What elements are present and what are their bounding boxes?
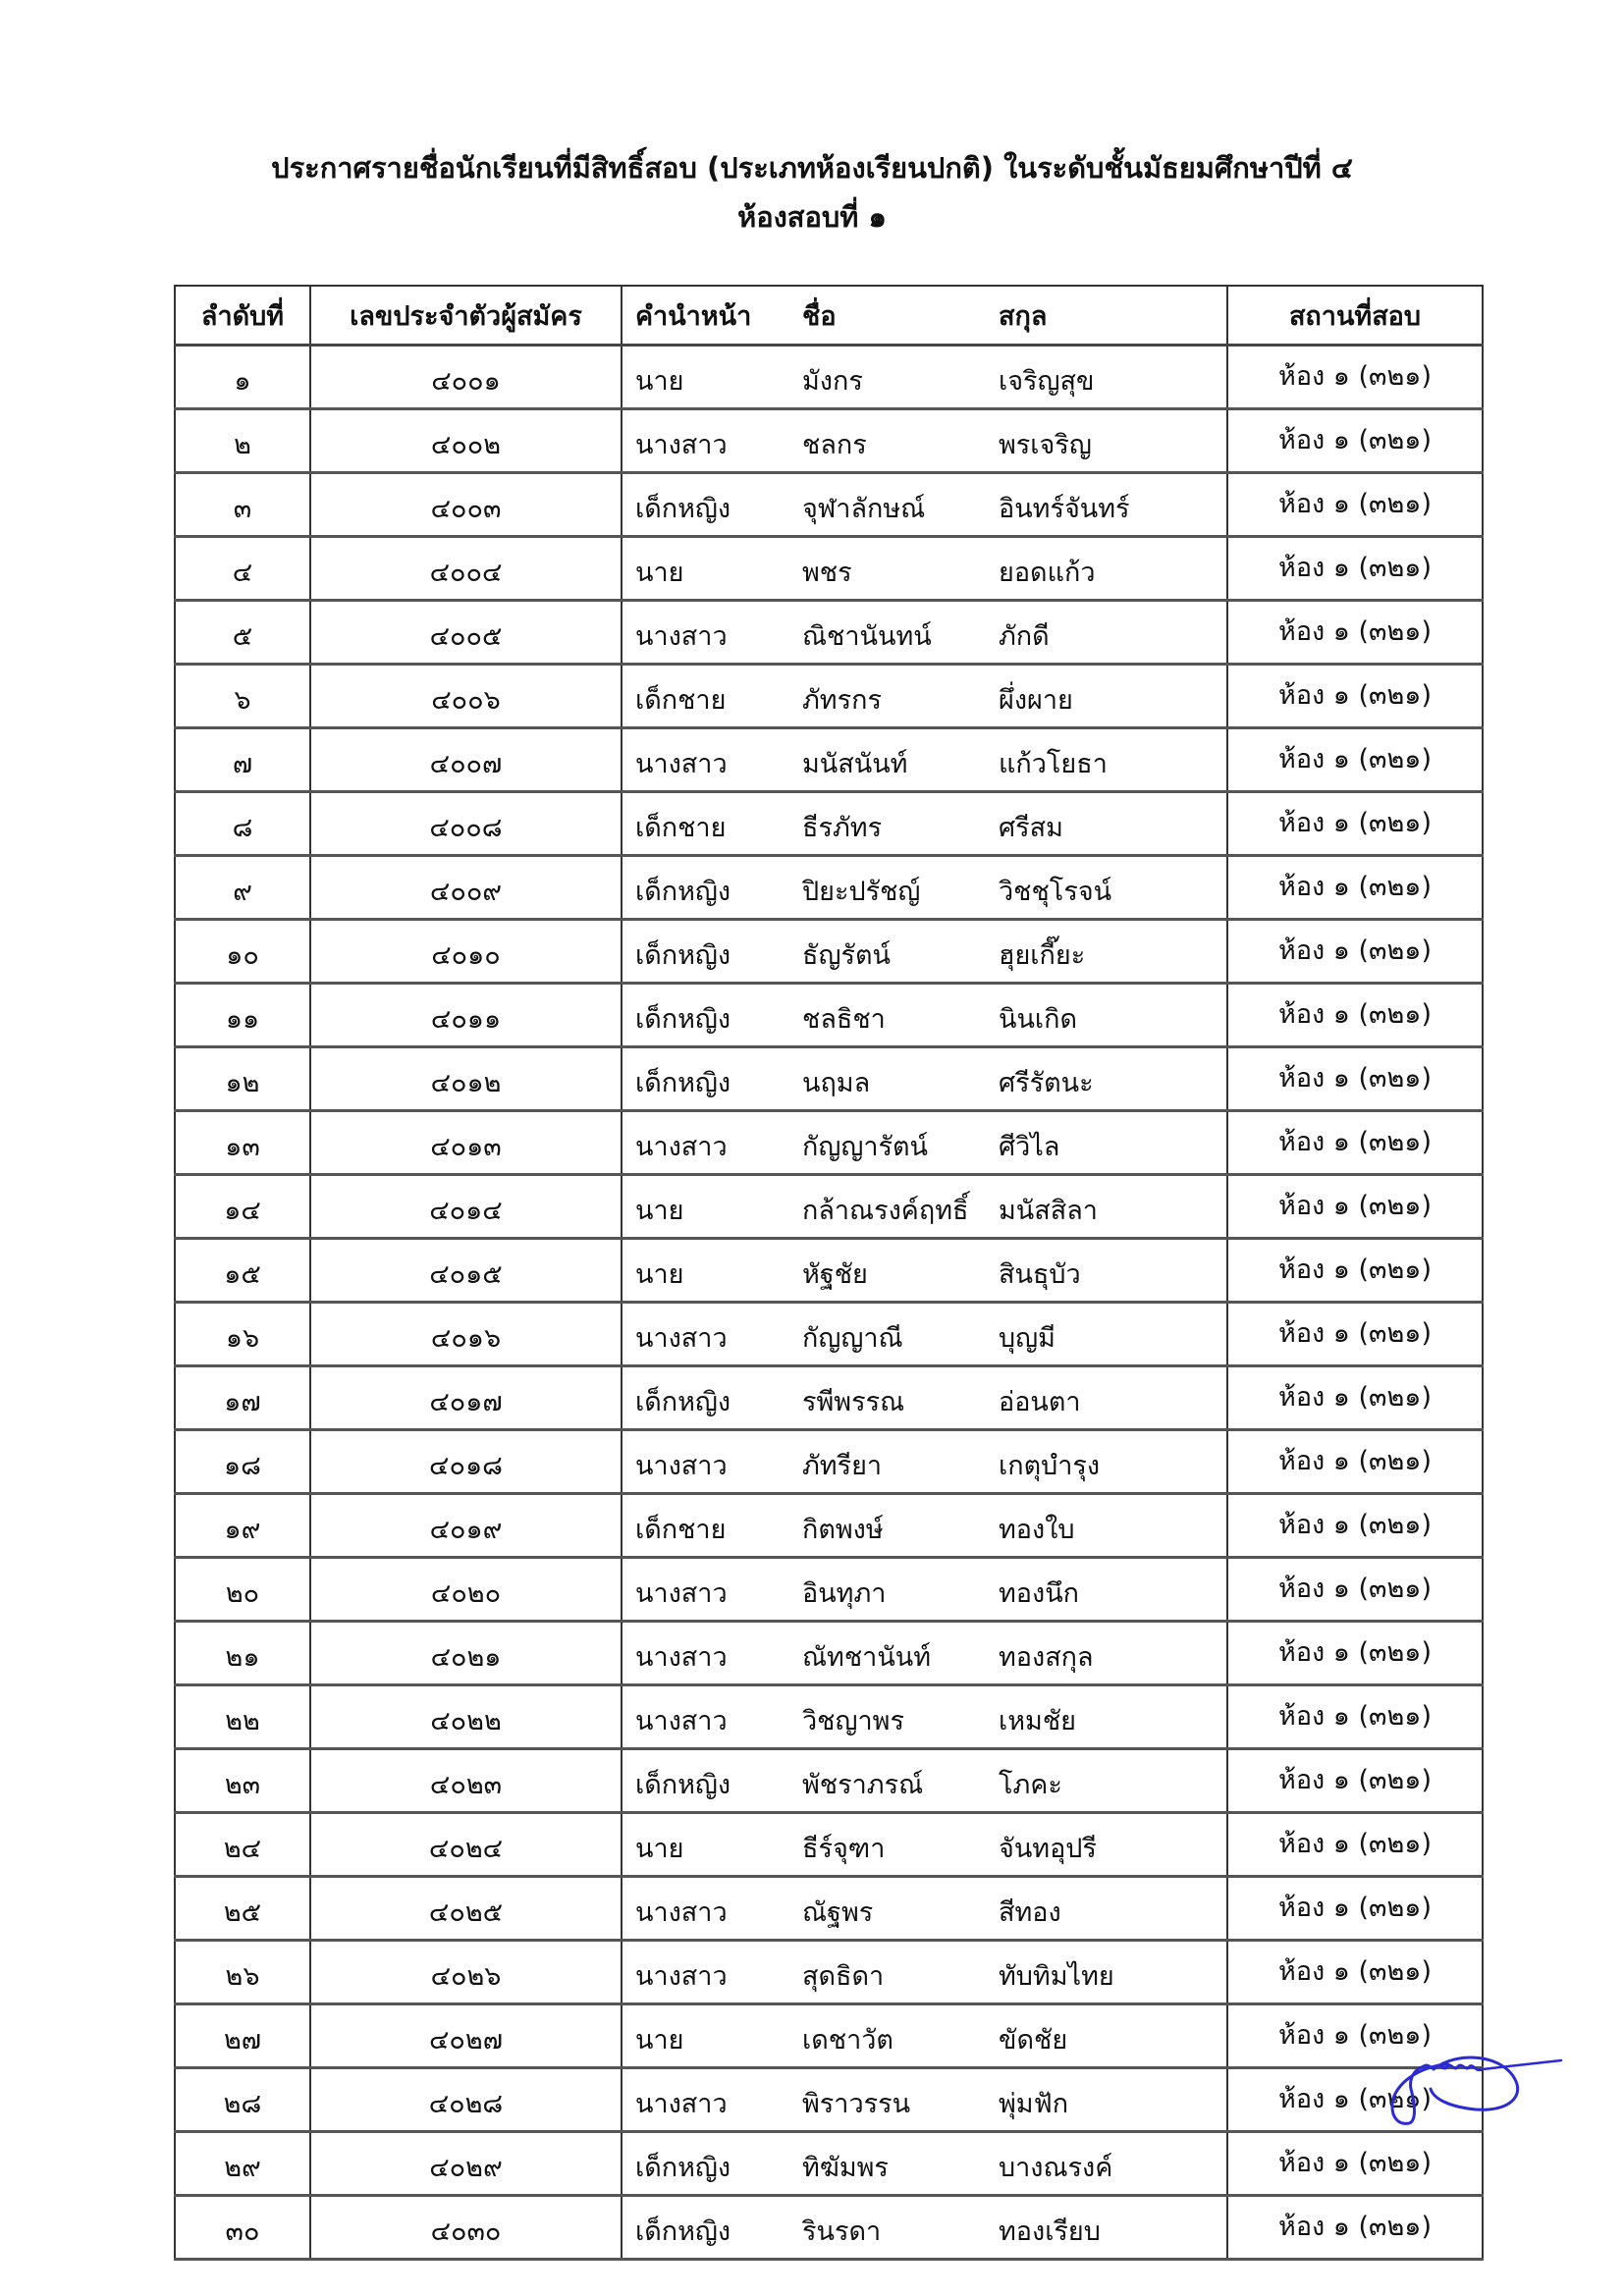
- cell-first-name: ภัทรกร: [802, 665, 999, 728]
- cell-first-name: กล้าณรงค์ฤทธิ์: [802, 1175, 999, 1239]
- cell-prefix: เด็กชาย: [622, 665, 802, 728]
- cell-order-number: ๒๖: [175, 1941, 310, 2004]
- cell-first-name: วิชญาพร: [802, 1685, 999, 1749]
- table-row: [175, 409, 1483, 473]
- table-row: [175, 1941, 1483, 2004]
- cell-prefix: เด็กหญิง: [622, 856, 802, 920]
- cell-applicant-id: ๔๐๑๗: [310, 1366, 622, 1430]
- cell-applicant-id: ๔๐๒๒: [310, 1685, 622, 1749]
- cell-last-name: ขัดชัย: [999, 2004, 1227, 2068]
- cell-first-name: พชร: [802, 537, 999, 601]
- table-row: [175, 473, 1483, 537]
- cell-first-name: พัชราภรณ์: [802, 1749, 999, 1813]
- cell-order-number: ๓: [175, 473, 310, 537]
- cell-applicant-id: ๔๐๐๘: [310, 792, 622, 856]
- cell-order-number: ๑๔: [175, 1175, 310, 1239]
- cell-applicant-id: ๔๐๒๘: [310, 2068, 622, 2132]
- table-row: [175, 2068, 1483, 2132]
- table-row: [175, 1111, 1483, 1175]
- cell-first-name: หัฐชัย: [802, 1239, 999, 1303]
- cell-first-name: พิราวรรน: [802, 2068, 999, 2132]
- table-row: [175, 1813, 1483, 1877]
- signature-image: [1389, 2045, 1566, 2143]
- cell-prefix: เด็กหญิง: [622, 1366, 802, 1430]
- cell-applicant-id: ๔๐๑๑: [310, 984, 622, 1047]
- cell-applicant-id: ๔๐๒๕: [310, 1877, 622, 1941]
- table-row: [175, 1622, 1483, 1685]
- cell-first-name: นฤมล: [802, 1047, 999, 1111]
- cell-applicant-id: ๔๐๒๖: [310, 1941, 622, 2004]
- table-row: [175, 2004, 1483, 2068]
- cell-order-number: ๑๓: [175, 1111, 310, 1175]
- cell-last-name: ผึ่งผาย: [999, 665, 1227, 728]
- cell-first-name: รินรดา: [802, 2196, 999, 2260]
- table-header-row: [175, 286, 1483, 346]
- cell-order-number: ๑๘: [175, 1430, 310, 1494]
- table-row: [175, 792, 1483, 856]
- cell-order-number: ๘: [175, 792, 310, 856]
- cell-exam-location: ห้อง ๑ (๓๒๑): [1227, 2132, 1483, 2196]
- cell-applicant-id: ๔๐๑๓: [310, 1111, 622, 1175]
- cell-order-number: ๑๕: [175, 1239, 310, 1303]
- cell-exam-location: ห้อง ๑ (๓๒๑): [1227, 1175, 1483, 1239]
- cell-first-name: ภัทรียา: [802, 1430, 999, 1494]
- cell-last-name: เหมชัย: [999, 1685, 1227, 1749]
- header-prefix: คำนำหน้า: [622, 286, 802, 346]
- cell-last-name: ทองใบ: [999, 1494, 1227, 1558]
- cell-first-name: กัญญาณี: [802, 1303, 999, 1366]
- cell-prefix: เด็กหญิง: [622, 2196, 802, 2260]
- cell-applicant-id: ๔๐๒๙: [310, 2132, 622, 2196]
- cell-prefix: เด็กหญิง: [622, 1047, 802, 1111]
- cell-last-name: สินธุบัว: [999, 1239, 1227, 1303]
- cell-exam-location: ห้อง ๑ (๓๒๑): [1227, 1558, 1483, 1622]
- cell-prefix: นาย: [622, 537, 802, 601]
- cell-first-name: ปิยะปรัชญ์: [802, 856, 999, 920]
- cell-first-name: รพีพรรณ: [802, 1366, 999, 1430]
- table-row: [175, 1047, 1483, 1111]
- table-row: [175, 601, 1483, 665]
- cell-last-name: จันทอุปรี: [999, 1813, 1227, 1877]
- cell-last-name: โภคะ: [999, 1749, 1227, 1813]
- cell-first-name: ธีรภัทร: [802, 792, 999, 856]
- cell-last-name: บางณรงค์: [999, 2132, 1227, 2196]
- header-first-name: ชื่อ: [802, 286, 999, 346]
- cell-last-name: ศรีรัตนะ: [999, 1047, 1227, 1111]
- cell-prefix: นางสาว: [622, 2068, 802, 2132]
- cell-applicant-id: ๔๐๒๗: [310, 2004, 622, 2068]
- cell-last-name: แก้วโยธา: [999, 728, 1227, 792]
- cell-first-name: ทิฆัมพร: [802, 2132, 999, 2196]
- table-row: [175, 728, 1483, 792]
- cell-exam-location: ห้อง ๑ (๓๒๑): [1227, 409, 1483, 473]
- cell-first-name: มนัสนันท์: [802, 728, 999, 792]
- table-row: [175, 920, 1483, 984]
- cell-prefix: นางสาว: [622, 728, 802, 792]
- cell-exam-location: ห้อง ๑ (๓๒๑): [1227, 1941, 1483, 2004]
- cell-applicant-id: ๔๐๐๒: [310, 409, 622, 473]
- table-row: [175, 346, 1483, 409]
- cell-first-name: ณัทชานันท์: [802, 1622, 999, 1685]
- header-applicant-id: เลขประจำตัวผู้สมัคร: [310, 286, 622, 346]
- cell-first-name: กัญญารัตน์: [802, 1111, 999, 1175]
- cell-first-name: ชลกร: [802, 409, 999, 473]
- cell-first-name: สุดธิดา: [802, 1941, 999, 2004]
- cell-first-name: เดชาวัต: [802, 2004, 999, 2068]
- cell-applicant-id: ๔๐๐๗: [310, 728, 622, 792]
- cell-first-name: ธัญรัตน์: [802, 920, 999, 984]
- table-row: [175, 537, 1483, 601]
- cell-exam-location: ห้อง ๑ (๓๒๑): [1227, 1111, 1483, 1175]
- cell-first-name: ชลธิชา: [802, 984, 999, 1047]
- cell-exam-location: ห้อง ๑ (๓๒๑): [1227, 2004, 1483, 2068]
- cell-prefix: นาย: [622, 346, 802, 409]
- cell-order-number: ๗: [175, 728, 310, 792]
- table-row: [175, 856, 1483, 920]
- cell-exam-location: ห้อง ๑ (๓๒๑): [1227, 984, 1483, 1047]
- cell-last-name: พุ่มฟัก: [999, 2068, 1227, 2132]
- cell-exam-location: ห้อง ๑ (๓๒๑): [1227, 1813, 1483, 1877]
- cell-prefix: นางสาว: [622, 1430, 802, 1494]
- cell-exam-location: ห้อง ๑ (๓๒๑): [1227, 1877, 1483, 1941]
- cell-prefix: นางสาว: [622, 1111, 802, 1175]
- cell-last-name: นินเกิด: [999, 984, 1227, 1047]
- cell-exam-location: ห้อง ๑ (๓๒๑): [1227, 920, 1483, 984]
- cell-exam-location: ห้อง ๑ (๓๒๑): [1227, 601, 1483, 665]
- cell-last-name: เจริญสุข: [999, 346, 1227, 409]
- cell-order-number: ๔: [175, 537, 310, 601]
- cell-exam-location: ห้อง ๑ (๓๒๑): [1227, 856, 1483, 920]
- cell-prefix: เด็กหญิง: [622, 2132, 802, 2196]
- cell-applicant-id: ๔๐๒๐: [310, 1558, 622, 1622]
- cell-exam-location: ห้อง ๑ (๓๒๑): [1227, 1366, 1483, 1430]
- cell-last-name: ศรีสม: [999, 792, 1227, 856]
- cell-order-number: ๖: [175, 665, 310, 728]
- cell-exam-location: ห้อง ๑ (๓๒๑): [1227, 2196, 1483, 2260]
- table-row: [175, 1366, 1483, 1430]
- cell-applicant-id: ๔๐๑๔: [310, 1175, 622, 1239]
- cell-applicant-id: ๔๐๑๖: [310, 1303, 622, 1366]
- cell-applicant-id: ๔๐๑๕: [310, 1239, 622, 1303]
- cell-prefix: เด็กหญิง: [622, 1749, 802, 1813]
- cell-last-name: ยอดแก้ว: [999, 537, 1227, 601]
- cell-last-name: ฮุยเกี๊ยะ: [999, 920, 1227, 984]
- cell-applicant-id: ๔๐๐๑: [310, 346, 622, 409]
- cell-prefix: นางสาว: [622, 1877, 802, 1941]
- cell-last-name: มนัสสิลา: [999, 1175, 1227, 1239]
- student-list-table: [174, 285, 1484, 2261]
- cell-applicant-id: ๔๐๒๑: [310, 1622, 622, 1685]
- cell-applicant-id: ๔๐๒๔: [310, 1813, 622, 1877]
- cell-applicant-id: ๔๐๐๓: [310, 473, 622, 537]
- table-row: [175, 984, 1483, 1047]
- cell-prefix: นางสาว: [622, 601, 802, 665]
- cell-last-name: วิชชุโรจน์: [999, 856, 1227, 920]
- cell-prefix: นาย: [622, 1239, 802, 1303]
- cell-prefix: เด็กหญิง: [622, 473, 802, 537]
- table-row: [175, 1303, 1483, 1366]
- table-row: [175, 1175, 1483, 1239]
- cell-prefix: นางสาว: [622, 1941, 802, 2004]
- cell-exam-location: ห้อง ๑ (๓๒๑): [1227, 346, 1483, 409]
- cell-exam-location: ห้อง ๑ (๓๒๑): [1227, 665, 1483, 728]
- cell-exam-location: ห้อง ๑ (๓๒๑): [1227, 1303, 1483, 1366]
- cell-exam-location: ห้อง ๑ (๓๒๑): [1227, 473, 1483, 537]
- cell-exam-location: ห้อง ๑ (๓๒๑): [1227, 1685, 1483, 1749]
- cell-last-name: บุญมี: [999, 1303, 1227, 1366]
- cell-order-number: ๙: [175, 856, 310, 920]
- cell-prefix: เด็กหญิง: [622, 984, 802, 1047]
- table-row: [175, 1877, 1483, 1941]
- cell-applicant-id: ๔๐๐๖: [310, 665, 622, 728]
- cell-last-name: สีทอง: [999, 1877, 1227, 1941]
- cell-prefix: เด็กชาย: [622, 1494, 802, 1558]
- cell-last-name: ทองเรียบ: [999, 2196, 1227, 2260]
- cell-exam-location: ห้อง ๑ (๓๒๑): [1227, 1239, 1483, 1303]
- cell-order-number: ๒๓: [175, 1749, 310, 1813]
- cell-order-number: ๒๕: [175, 1877, 310, 1941]
- cell-first-name: ณัฐพร: [802, 1877, 999, 1941]
- cell-order-number: ๑: [175, 346, 310, 409]
- cell-prefix: นางสาว: [622, 1622, 802, 1685]
- document-title: ประกาศรายชื่อนักเรียนที่มีสิทธิ์สอบ (ประเภทห้องเรียนปกติ) ในระดับชั้นมัธยมศึกษาปีที่ ๔: [271, 151, 1353, 185]
- cell-first-name: กิตพงษ์: [802, 1494, 999, 1558]
- table-row: [175, 1430, 1483, 1494]
- cell-order-number: ๒๘: [175, 2068, 310, 2132]
- cell-prefix: เด็กชาย: [622, 792, 802, 856]
- cell-last-name: ภักดี: [999, 601, 1227, 665]
- cell-last-name: ศีวิไล: [999, 1111, 1227, 1175]
- cell-exam-location: ห้อง ๑ (๓๒๑): [1227, 1047, 1483, 1111]
- cell-order-number: ๑๗: [175, 1366, 310, 1430]
- cell-exam-location: ห้อง ๑ (๓๒๑): [1227, 537, 1483, 601]
- table-row: [175, 1749, 1483, 1813]
- cell-prefix: นางสาว: [622, 409, 802, 473]
- cell-first-name: ณิชานันทน์: [802, 601, 999, 665]
- cell-order-number: ๓๐: [175, 2196, 310, 2260]
- cell-order-number: ๒๔: [175, 1813, 310, 1877]
- cell-order-number: ๒๑: [175, 1622, 310, 1685]
- table-row: [175, 2196, 1483, 2260]
- cell-applicant-id: ๔๐๑๘: [310, 1430, 622, 1494]
- cell-order-number: ๑๐: [175, 920, 310, 984]
- cell-exam-location: ห้อง ๑ (๓๒๑): [1227, 1494, 1483, 1558]
- table-row: [175, 665, 1483, 728]
- cell-first-name: จุฬาลักษณ์: [802, 473, 999, 537]
- cell-prefix: นางสาว: [622, 1558, 802, 1622]
- table-row: [175, 2132, 1483, 2196]
- cell-last-name: ทับทิมไทย: [999, 1941, 1227, 2004]
- cell-applicant-id: ๔๐๑๙: [310, 1494, 622, 1558]
- cell-prefix: นาย: [622, 2004, 802, 2068]
- header-order-number: ลำดับที่: [175, 286, 310, 346]
- cell-applicant-id: ๔๐๐๙: [310, 856, 622, 920]
- cell-exam-location: ห้อง ๑ (๓๒๑): [1227, 1430, 1483, 1494]
- cell-order-number: ๑๙: [175, 1494, 310, 1558]
- cell-exam-location: ห้อง ๑ (๓๒๑): [1227, 2068, 1483, 2132]
- cell-first-name: อินทุภา: [802, 1558, 999, 1622]
- cell-order-number: ๒๙: [175, 2132, 310, 2196]
- cell-last-name: พรเจริญ: [999, 409, 1227, 473]
- header-exam-location: สถานที่สอบ: [1227, 286, 1483, 346]
- cell-first-name: ธีร์จุฑา: [802, 1813, 999, 1877]
- table-row: [175, 1494, 1483, 1558]
- cell-applicant-id: ๔๐๐๔: [310, 537, 622, 601]
- cell-exam-location: ห้อง ๑ (๓๒๑): [1227, 792, 1483, 856]
- cell-prefix: นาย: [622, 1813, 802, 1877]
- cell-applicant-id: ๔๐๑๒: [310, 1047, 622, 1111]
- cell-exam-location: ห้อง ๑ (๓๒๑): [1227, 728, 1483, 792]
- cell-order-number: ๒๐: [175, 1558, 310, 1622]
- exam-room-title: ห้องสอบที่ ๑: [737, 200, 887, 234]
- cell-last-name: ทองนึก: [999, 1558, 1227, 1622]
- cell-applicant-id: ๔๐๐๕: [310, 601, 622, 665]
- cell-last-name: เกตุบำรุง: [999, 1430, 1227, 1494]
- table-row: [175, 1558, 1483, 1622]
- cell-applicant-id: ๔๐๑๐: [310, 920, 622, 984]
- cell-applicant-id: ๔๐๒๓: [310, 1749, 622, 1813]
- cell-exam-location: ห้อง ๑ (๓๒๑): [1227, 1622, 1483, 1685]
- cell-last-name: อ่อนตา: [999, 1366, 1227, 1430]
- cell-order-number: ๒: [175, 409, 310, 473]
- cell-prefix: นางสาว: [622, 1685, 802, 1749]
- cell-prefix: เด็กหญิง: [622, 920, 802, 984]
- cell-order-number: ๒๗: [175, 2004, 310, 2068]
- cell-order-number: ๕: [175, 601, 310, 665]
- cell-order-number: ๑๑: [175, 984, 310, 1047]
- cell-exam-location: ห้อง ๑ (๓๒๑): [1227, 1749, 1483, 1813]
- header-last-name: สกุล: [999, 286, 1227, 346]
- cell-prefix: นาย: [622, 1175, 802, 1239]
- cell-order-number: ๑๖: [175, 1303, 310, 1366]
- cell-last-name: อินทร์จันทร์: [999, 473, 1227, 537]
- cell-first-name: มังกร: [802, 346, 999, 409]
- table-row: [175, 1239, 1483, 1303]
- cell-prefix: นางสาว: [622, 1303, 802, 1366]
- cell-order-number: ๑๒: [175, 1047, 310, 1111]
- cell-order-number: ๒๒: [175, 1685, 310, 1749]
- cell-last-name: ทองสกุล: [999, 1622, 1227, 1685]
- cell-applicant-id: ๔๐๓๐: [310, 2196, 622, 2260]
- table-row: [175, 1685, 1483, 1749]
